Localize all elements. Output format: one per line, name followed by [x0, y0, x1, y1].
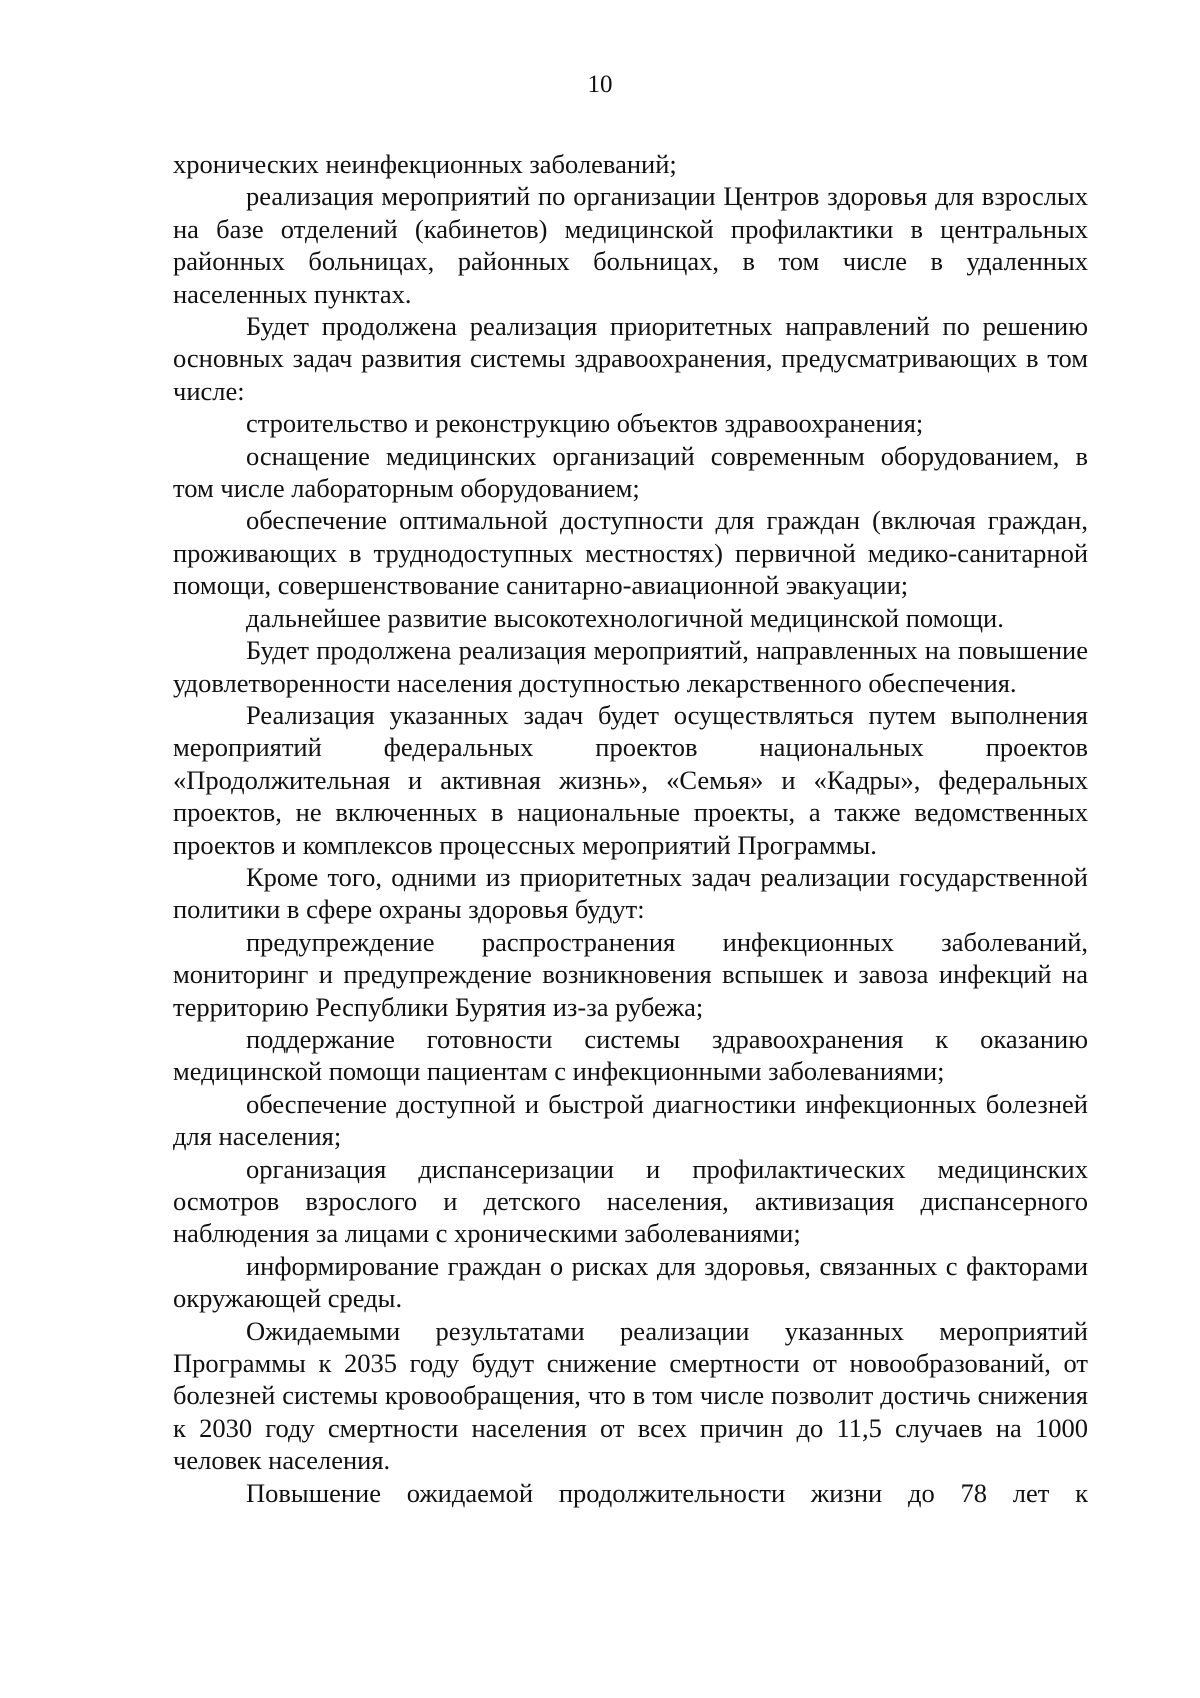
paragraph: Ожидаемыми результатами реализации указанных мероприятий Программы к 2035 году будут снижение смертности от новообразований, от болезней системы кровообращения, что в том числе позволит достичь снижения к 2030 году смертности населения от всех причин до 11,5 случаев на 1000 человек населения.: [173, 1315, 1088, 1476]
paragraph: организация диспансеризации и профилактических медицинских осмотров взрослого и детского населения, активизация диспансерного наблюдения за лицами с хроническими заболеваниями;: [173, 1153, 1088, 1249]
paragraph: Кроме того, одними из приоритетных задач реализации государственной политики в сфере охраны здоровья будут:: [173, 861, 1088, 925]
paragraph: информирование граждан о рисках для здоровья, связанных с факторами окружающей среды.: [173, 1250, 1088, 1314]
paragraph: обеспечение доступной и быстрой диагностики инфекционных болезней для населения;: [173, 1088, 1088, 1152]
paragraph: предупреждение распространения инфекционных заболеваний, мониторинг и предупреждение возникновения вспышек и завоза инфекций на территорию Республики Бурятия из-за рубежа;: [173, 926, 1088, 1022]
page-number: 10: [587, 71, 613, 98]
paragraph: реализация мероприятий по организации Центров здоровья для взрослых на базе отделений (кабинетов) медицинской профилактики в центральных районных больницах, районных больницах, в том числе в удаленных населенных пунктах.: [173, 181, 1088, 309]
paragraph: оснащение медицинских организаций современным оборудованием, в том числе лабораторным оборудованием;: [173, 440, 1088, 504]
paragraph: хронических неинфекционных заболеваний;: [173, 149, 677, 179]
document-body: [173, 148, 1088, 1509]
paragraph: обеспечение оптимальной доступности для граждан (включая граждан, проживающих в труднодоступных местностях) первичной медико-санитарной помощи, совершенствование санитарно-авиационной эвакуации;: [173, 505, 1088, 601]
paragraph: Будет продолжена реализация приоритетных направлений по решению основных задач развития системы здравоохранения, предусматривающих в том числе:: [173, 311, 1088, 406]
paragraph: дальнейшее развитие высокотехнологичной медицинской помощи.: [246, 602, 1004, 633]
paragraph: Повышение ожидаемой продолжительности жизни до 78 лет к: [246, 1477, 1088, 1508]
paragraph: строительство и реконструкцию объектов здравоохранения;: [246, 408, 924, 439]
paragraph: поддержание готовности системы здравоохранения к оказанию медицинской помощи пациентам с инфекционными заболеваниями;: [173, 1023, 1088, 1087]
paragraph: Будет продолжена реализация мероприятий, направленных на повышение удовлетворенности населения доступностью лекарственного обеспечения.: [173, 635, 1088, 698]
paragraph: Реализация указанных задач будет осуществляться путем выполнения мероприятий федеральных проектов национальных проектов «Продолжительная и активная жизнь», «Семья» и «Кадры», федеральных проектов, не включенных в национальные проекты, а также ведомственных проектов и комплексов процессных мероприятий Программы.: [173, 699, 1088, 860]
